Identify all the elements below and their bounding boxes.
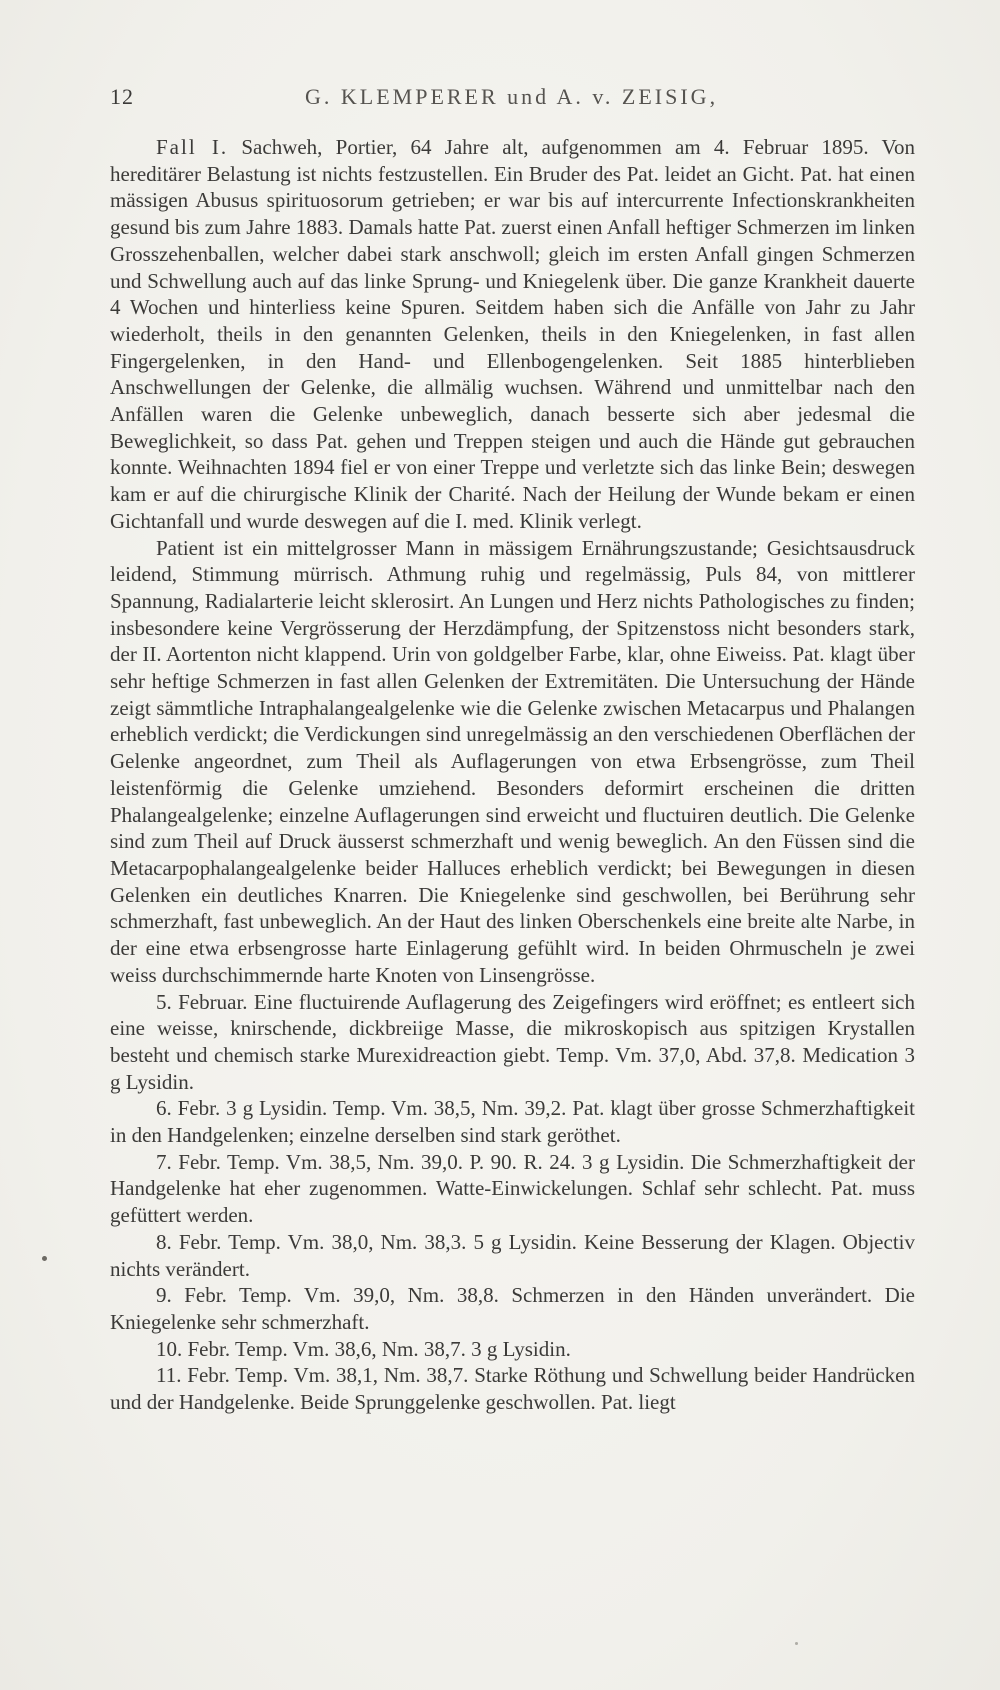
page-number: 12 — [110, 84, 134, 109]
paragraph-feb-11: 11. Febr. Temp. Vm. 38,1, Nm. 38,7. Starke Röthung und Schwellung beider Handrücken und der Handgelenke. Beide Sprunggelenke geschwollen. Pat. liegt — [110, 1363, 915, 1415]
paragraph-feb-8: 8. Febr. Temp. Vm. 38,0, Nm. 38,3. 5 g Lysidin. Keine Besserung der Klagen. Objectiv nichts verändert. — [110, 1229, 915, 1281]
case-label: Fall I. — [156, 135, 229, 159]
paper-speck — [42, 1256, 47, 1261]
paragraph-feb-7: 7. Febr. Temp. Vm. 38,5, Nm. 39,0. P. 90. R. 24. 3 g Lysidin. Die Schmerzhaftigkeit der Handgelenke hat eher zugenommen. Watte-Einwickelungen. Schlaf sehr schlecht. Pat. muss gefüttert werden. — [110, 1149, 915, 1228]
running-title: G. KLEMPERER und A. v. ZEISIG, — [305, 84, 719, 109]
paragraph-feb-9: 9. Febr. Temp. Vm. 39,0, Nm. 38,8. Schmerzen in den Händen unverändert. Die Kniegelenke sehr schmerzhaft. — [110, 1283, 915, 1334]
body-text — [110, 134, 915, 1416]
paper-speck — [795, 1642, 798, 1645]
paragraph-feb-5: 5. Februar. Eine fluctuirende Auflagerung des Zeigefingers wird eröffnet; es entleert sich eine weisse, knirschende, dickbreiige Masse, die mikroskopisch aus spitzigen Krystallen besteht und chemisch starke Murexidreaction giebt. Temp. Vm. 37,0, Abd. 37,8. Medication 3 g Lysidin. — [110, 989, 915, 1094]
paragraph-feb-10: 10. Febr. Temp. Vm. 38,6, Nm. 38,7. 3 g Lysidin. — [156, 1336, 571, 1361]
paragraph-status: Patient ist ein mittelgrosser Mann in mässigem Ernährungszustande; Gesichtsausdruck leidend, Stimmung mürrisch. Athmung ruhig und regelmässig, Puls 84, von mittlerer Spannung, Radialarterie leicht sklerosirt. An Lungen und Herz nichts Pathologisches zu finden; insbesondere keine Vergrösserung der Herzdämpfung, der Spitzenstoss nicht besonders stark, der II. Aortenton nicht klappend. Urin von goldgelber Farbe, klar, ohne Eiweiss. Pat. klagt über sehr heftige Schmerzen in fast allen Gelenken der Extremitäten. Die Untersuchung der Hände zeigt sämmtliche Intraphalangealgelenke wie die Gelenke zwischen Metacarpus und Phalangen erheblich verdickt; die Verdickungen sind unregelmässig an den verschiedenen Oberflächen der Gelenke angeordnet, zum Theil als Auflagerungen von etwa Erbsengrösse, zum Theil leistenförmig die Gelenke umziehend. Besonders deformirt erscheinen die dritten Phalangealgelenke; einzelne Auflagerungen sind erweicht und fluctuiren deutlich. Die Gelenke sind zum Theil auf Druck äusserst schmerzhaft und wenig beweglich. An den Füssen sind die Metacarpophalangealgelenke beider Halluces erheblich verdickt; bei Bewegungen in diesen Gelenken ein deutliches Knarren. Die Kniegelenke sind geschwollen, bei Berührung sehr schmerzhaft, fast unbeweglich. An der Haut des linken Oberschenkels eine breite alte Narbe, in der eine etwa erbsengrosse harte Einlagerung gefühlt wird. In beiden Ohrmuscheln je zwei weiss durchschimmernde harte Knoten von Linsengrösse. — [110, 535, 915, 987]
paragraph-feb-6: 6. Febr. 3 g Lysidin. Temp. Vm. 38,5, Nm. 39,2. Pat. klagt über grosse Schmerzhaftigkeit in den Handgelenken; einzelne derselben sind stark geröthet. — [110, 1096, 915, 1148]
paragraph-text: Sachweh, Portier, 64 Jahre alt, aufgenommen am 4. Februar 1895. Von hereditärer Belastung ist nichts festzustellen. Ein Bruder des Pat. leidet an Gicht. Pat. hat einen mässigen Abusus spirituosorum getrieben; er war bis auf intercurrente Infectionskrankheiten gesund bis zum Jahre 1883. Damals hatte Pat. zuerst einen Anfall heftiger Schmerzen im linken Grosszehenballen, welcher dabei stark anschwoll; gleich im ersten Anfall gingen Schmerzen und Schwellung auch auf das linke Sprung- und Kniegelenk über. Die ganze Krankheit dauerte 4 Wochen und hinterliess keine Spuren. Seitdem haben sich die Anfälle von Jahr zu Jahr wiederholt, theils in den genannten Gelenken, theils in den Kniegelenken, in fast allen Fingergelenken, in den Hand- und Ellenbogengelenken. Seit 1885 hinterblieben Anschwellungen der Gelenke, die allmälig wuchsen. Während und unmittelbar nach den Anfällen waren die Gelenke unbeweglich, danach besserte sich aber jedesmal die Beweglichkeit, so dass Pat. gehen und Treppen steigen und auch die Hände gut gebrauchen konnte. Weihnachten 1894 fiel er von einer Treppe und verletzte sich das linke Bein; deswegen kam er auf die chirurgische Klinik der Charité. Nach der Heilung der Wunde bekam er einen Gichtanfall und wurde deswegen auf die I. med. Klinik verlegt. — [110, 135, 915, 533]
running-head — [110, 84, 915, 114]
case-paragraph-1 — [110, 134, 915, 535]
